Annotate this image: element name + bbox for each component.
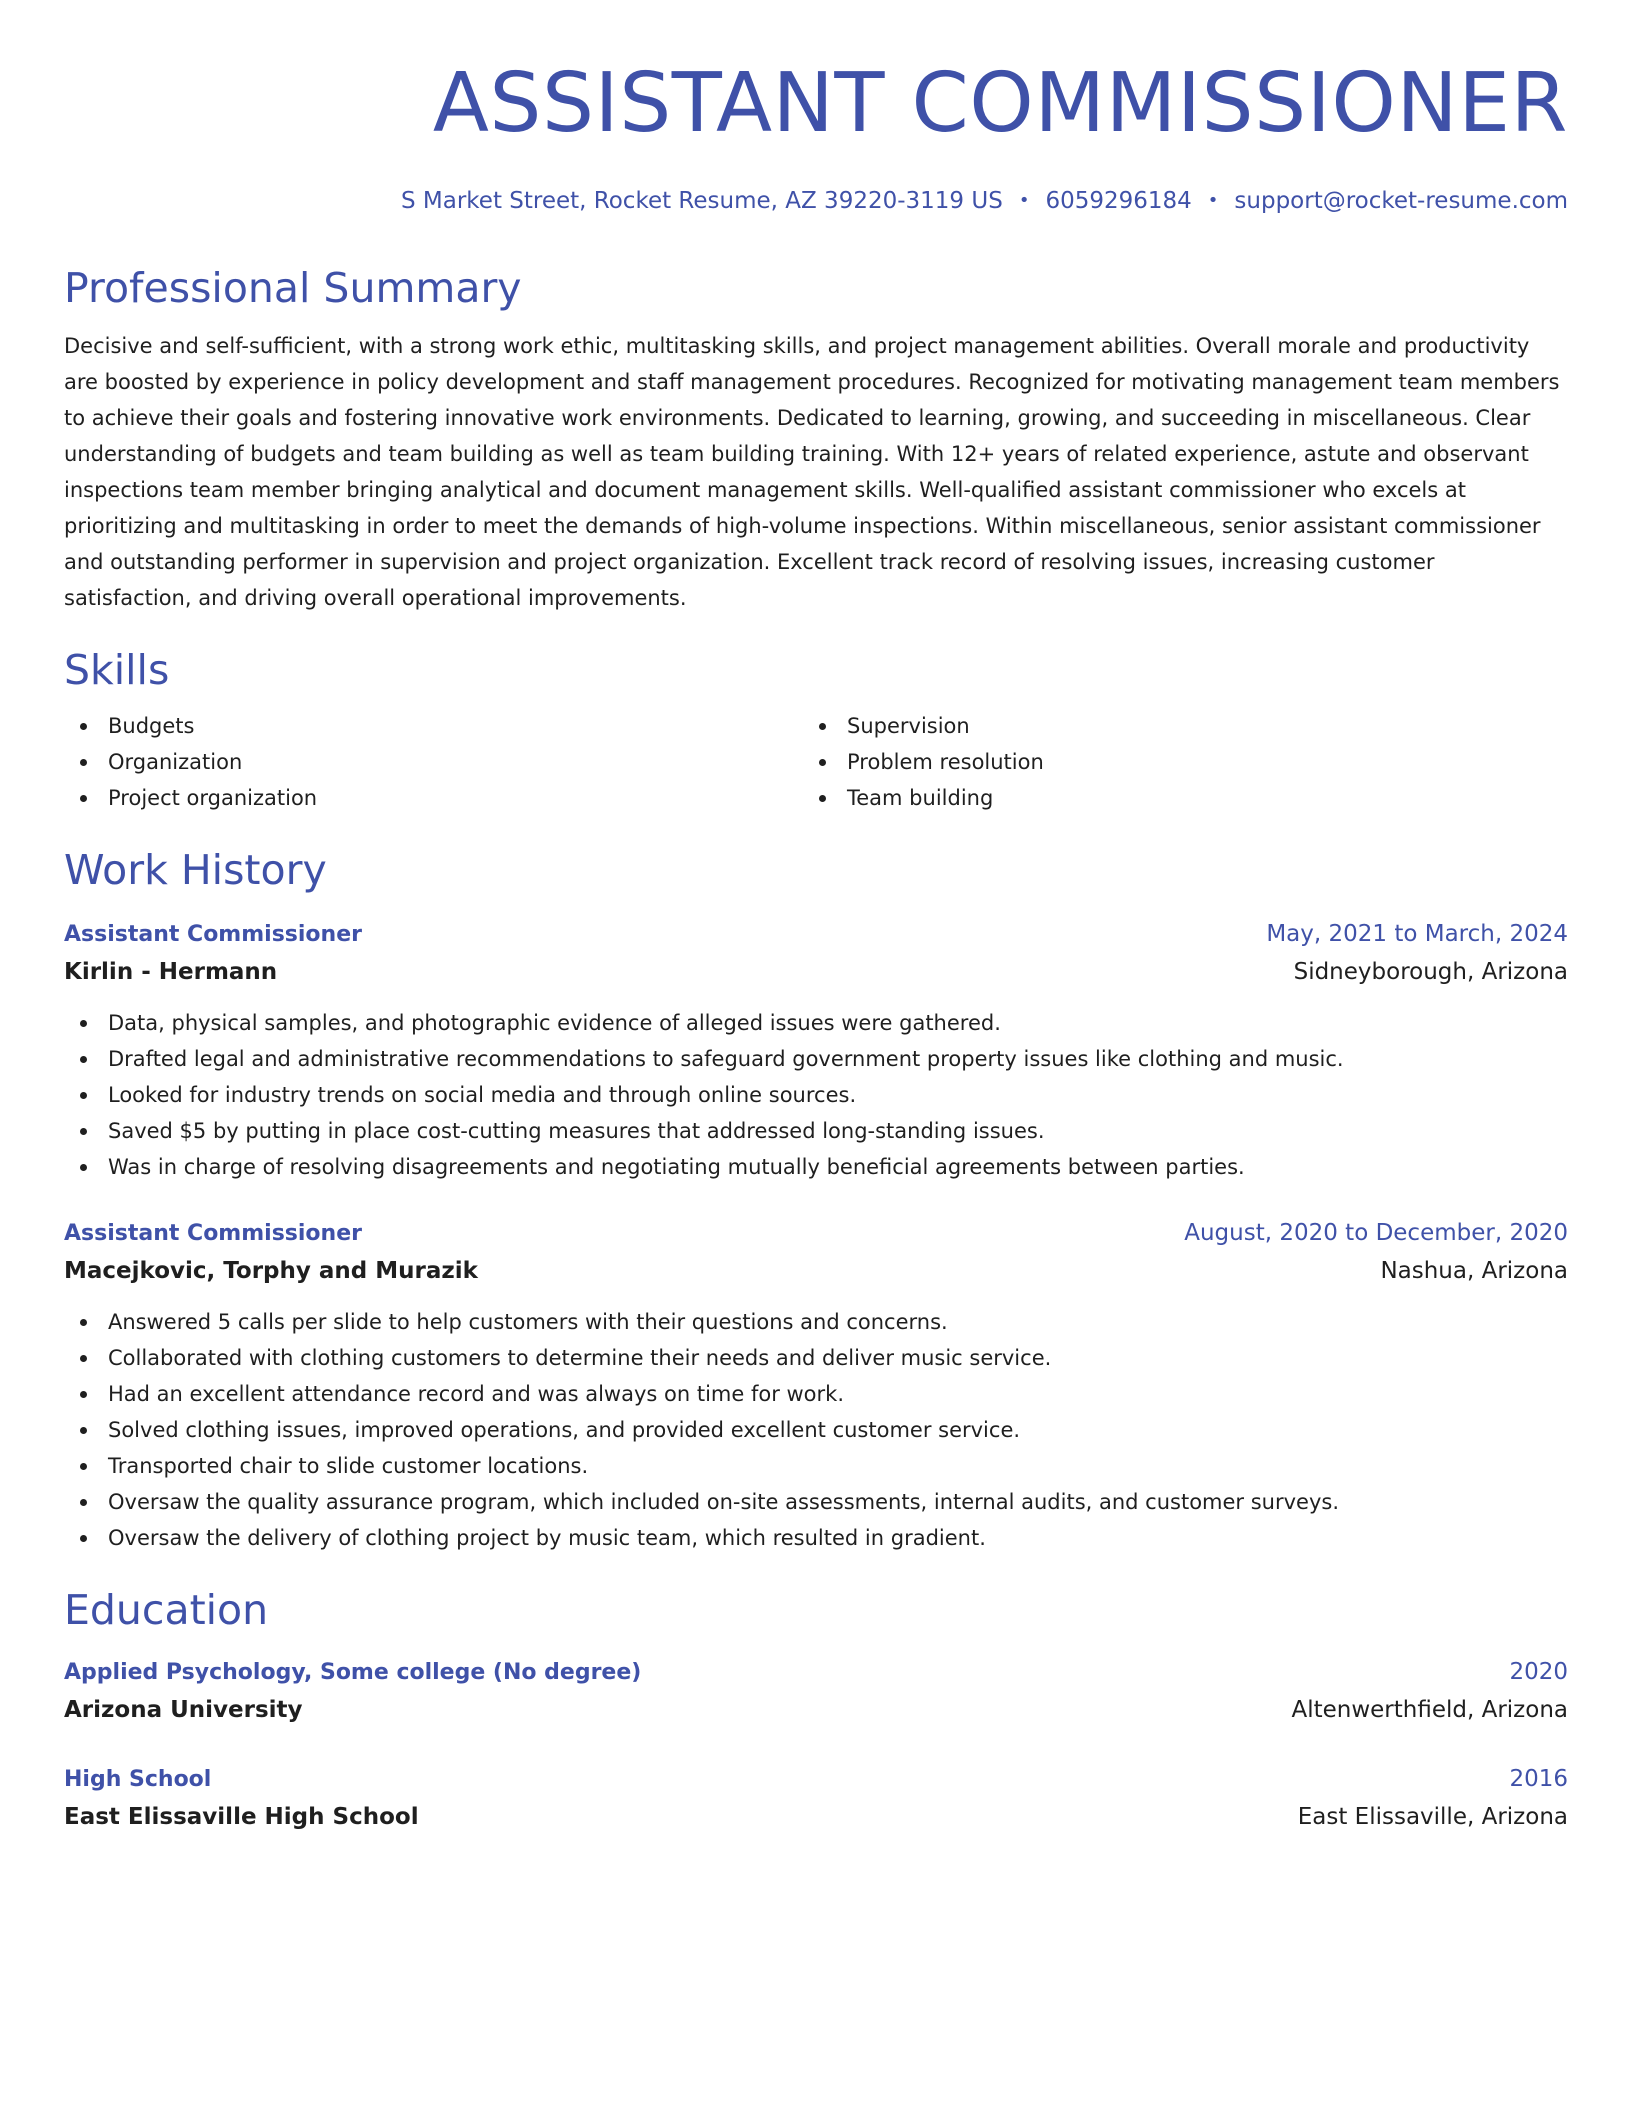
education-degree: High School [64, 1767, 212, 1792]
skill-item: Project organization [64, 780, 803, 816]
contact-line [64, 186, 1568, 216]
job-duty: Transported chair to slide customer locations. [64, 1448, 1568, 1484]
job-title: Assistant Commissioner [64, 1221, 362, 1246]
job-duty: Had an excellent attendance record and was always on time for work. [64, 1376, 1568, 1412]
skill-item: Organization [64, 744, 803, 780]
job-dates: August, 2020 to December, 2020 [1184, 1220, 1568, 1246]
skills-heading: Skills [64, 646, 170, 694]
job-duty: Was in charge of resolving disagreements and negotiating mutually beneficial agreements between parties. [64, 1149, 1568, 1185]
job-duty: Saved $5 by putting in place cost-cutting measures that addressed long-standing issues. [64, 1113, 1568, 1149]
job-company-row [64, 953, 1568, 991]
education-degree-row [64, 1654, 1568, 1691]
contact-separator: • [1207, 190, 1219, 211]
work-history-heading: Work History [64, 846, 327, 894]
job-duty: Oversaw the quality assurance program, which included on-site assessments, internal audits, and customer surveys. [64, 1484, 1568, 1520]
education-school-row [64, 1691, 1568, 1729]
job-location: Sidneyborough, Arizona [1293, 959, 1568, 985]
contact-email[interactable]: support@rocket-resume.com [1234, 188, 1568, 214]
contact-phone: 6059296184 [1045, 188, 1192, 214]
education-location: Altenwerthfield, Arizona [1291, 1697, 1568, 1723]
education-location: East Elissaville, Arizona [1297, 1804, 1568, 1830]
job-duty: Solved clothing issues, improved operations, and provided excellent customer service. [64, 1412, 1568, 1448]
job-location: Nashua, Arizona [1380, 1258, 1568, 1284]
skill-item: Budgets [64, 708, 803, 744]
job-duty: Looked for industry trends on social media and through online sources. [64, 1077, 1568, 1113]
job-duty: Collaborated with clothing customers to determine their needs and deliver music service. [64, 1340, 1568, 1376]
skills-column-right [803, 708, 1542, 816]
job-duty: Drafted legal and administrative recommendations to safeguard government property issues like clothing and music. [64, 1041, 1568, 1077]
education-degree-row [64, 1761, 1568, 1798]
job-company: Macejkovic, Torphy and Murazik [64, 1258, 478, 1284]
job-duty: Data, physical samples, and photographic evidence of alleged issues were gathered. [64, 1005, 1568, 1041]
job-title-row [64, 1215, 1568, 1252]
education-year: 2016 [1509, 1766, 1568, 1792]
job-company-row [64, 1252, 1568, 1290]
education-entry [64, 1761, 1568, 1836]
education-school-row [64, 1798, 1568, 1836]
job-entry [64, 1215, 1568, 1556]
education-entry [64, 1654, 1568, 1729]
job-title-row [64, 916, 1568, 953]
skill-item: Supervision [803, 708, 1542, 744]
job-duties-list [64, 1005, 1568, 1185]
skill-item: Team building [803, 780, 1542, 816]
job-entry [64, 916, 1568, 1185]
job-duty: Answered 5 calls per slide to help customers with their questions and concerns. [64, 1304, 1568, 1340]
skill-item: Problem resolution [803, 744, 1542, 780]
skills-list [64, 708, 1568, 816]
education-heading: Education [64, 1586, 269, 1634]
skills-column-left [64, 708, 803, 816]
summary-heading: Professional Summary [64, 264, 522, 312]
job-duty: Oversaw the delivery of clothing project by music team, which resulted in gradient. [64, 1520, 1568, 1556]
job-duties-list [64, 1304, 1568, 1556]
contact-address: S Market Street, Rocket Resume, AZ 39220-3119 US [400, 188, 1003, 214]
job-dates: May, 2021 to March, 2024 [1266, 921, 1568, 947]
contact-separator: • [1018, 190, 1030, 211]
resume-header [64, 56, 1568, 216]
education-school: Arizona University [64, 1697, 303, 1723]
education-year: 2020 [1509, 1659, 1568, 1685]
summary-text: Decisive and self-sufficient, with a strong work ethic, multitasking skills, and project management abilities. Overall morale and productivity are boosted by experience in policy development and staff management procedures. Recognized for motivating management team members to achieve their goals and fostering innovative work environments. Dedicated to learning, growing, and succeeding in miscellaneous. Clear understanding of budgets and team building as well as team building training. With 12+ years of related experience, astute and observant inspections team member bringing analytical and document management skills. Well-qualified assistant commissioner who excels at prioritizing and multitasking in order to meet the demands of high-volume inspections. Within miscellaneous, senior assistant commissioner and outstanding performer in supervision and project organization. Excellent track record of resolving issues, increasing customer satisfaction, and driving overall operational improvements. [64, 334, 1560, 610]
education-degree: Applied Psychology, Some college (No degree) [64, 1660, 642, 1685]
education-school: East Elissaville High School [64, 1804, 419, 1830]
job-title: Assistant Commissioner [64, 922, 362, 947]
resume-name: ASSISTANT COMMISSIONER [432, 56, 1568, 151]
job-company: Kirlin - Hermann [64, 959, 278, 985]
